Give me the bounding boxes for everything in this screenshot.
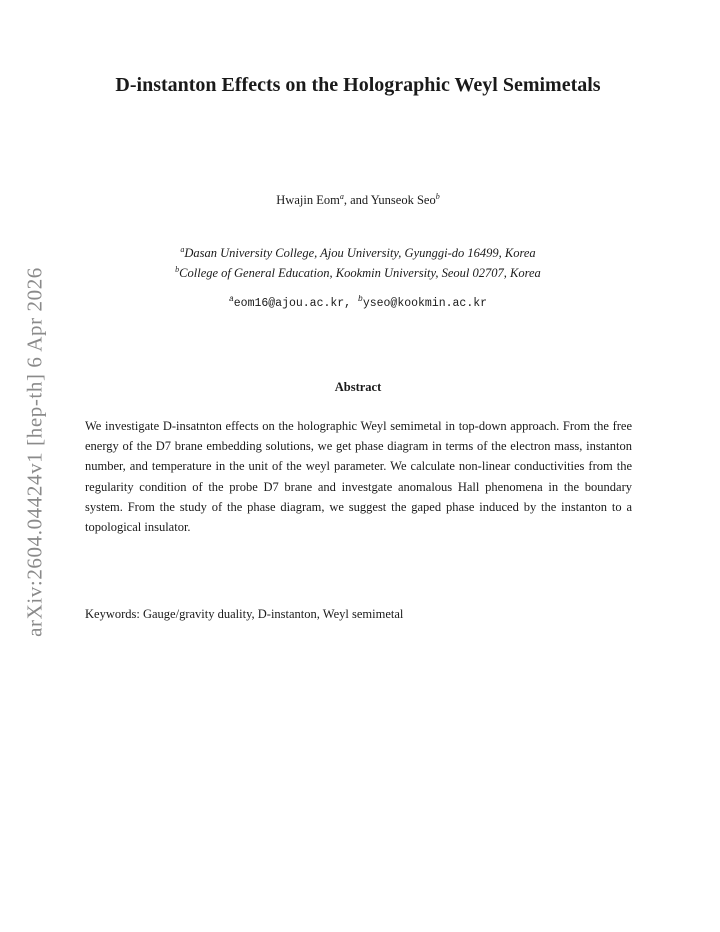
arxiv-identifier-stamp: arXiv:2604.04424v1 [hep-th] 6 Apr 2026 [22, 267, 47, 637]
email-line [100, 297, 616, 310]
affiliation-mark: b [358, 295, 363, 305]
affiliation-mark: b [435, 191, 440, 201]
author-name: Yunseok Seo [370, 193, 436, 207]
affiliation-text: Dasan University College, Ajou University, Gyunggi-do 16499, Korea [184, 246, 536, 260]
affiliation-mark: b [175, 264, 180, 274]
author-name: Hwajin Eom [276, 193, 340, 207]
paper-title: D-instanton Effects on the Holographic Weyl Semimetals [115, 74, 601, 96]
affiliation-text: College of General Education, Kookmin University, Seoul 02707, Korea [179, 266, 541, 280]
abstract-heading: Abstract [334, 380, 382, 394]
email-address[interactable]: eom16@ajou.ac.kr, [233, 297, 352, 310]
author-separator: , and [343, 193, 371, 207]
affiliation-a [80, 246, 636, 261]
affiliation-mark: a [339, 191, 344, 201]
abstract-body: We investigate D-insatnton effects on the holographic Weyl semimetal in top-down approach. From the free energy of the D7 brane embedding solutions, we get phase diagram in terms of the electron mass, instanton number, and temperature in the unit of the weyl parameter. We calculate non-linear conductivities from the regularity condition of the probe D7 brane and investgate anomalous Hall phenomena in the boundary system. From the study of the phase diagram, we suggest the gaped phase induced by the instanton to a topological insulator. [85, 419, 632, 535]
email-address[interactable]: yseo@kookmin.ac.kr [362, 297, 488, 310]
author-list [100, 193, 616, 208]
affiliation-mark: a [228, 295, 234, 305]
affiliation-b [80, 266, 636, 281]
affiliation-mark: a [180, 244, 185, 254]
keywords-line: Keywords: Gauge/gravity duality, D-instanton, Weyl semimetal [85, 607, 404, 621]
